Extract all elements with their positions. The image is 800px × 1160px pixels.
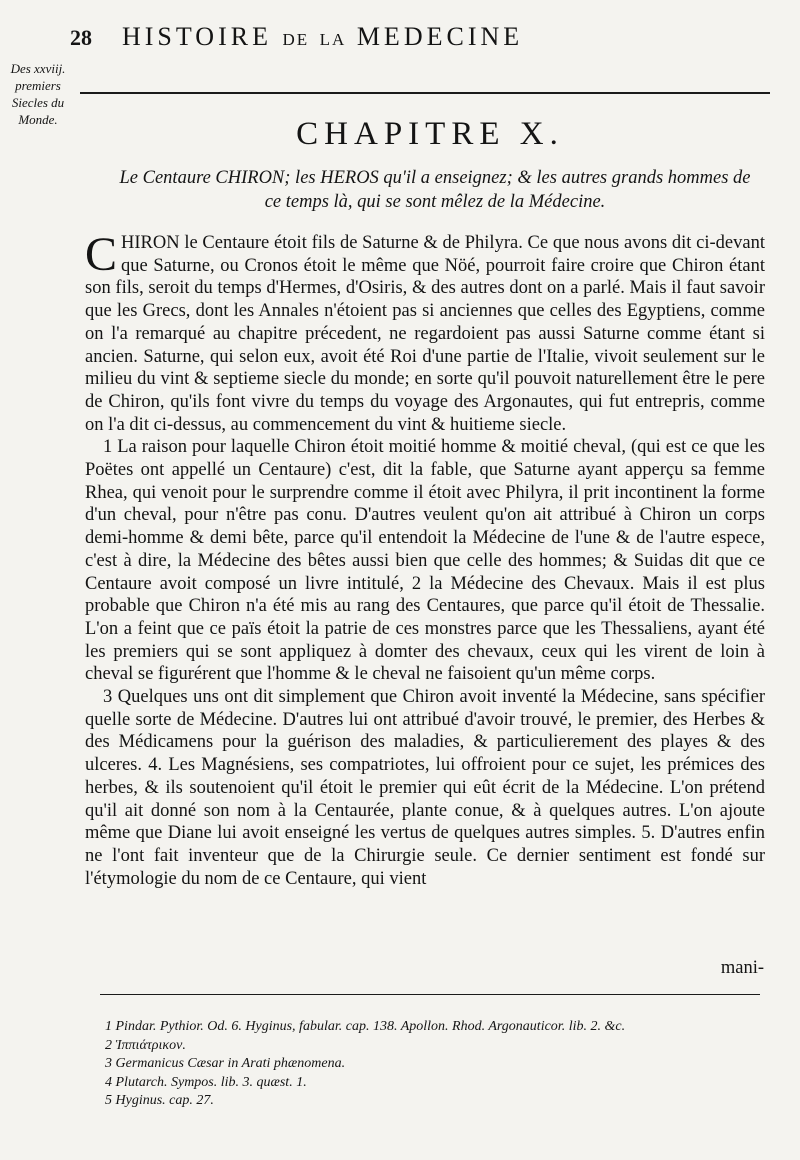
page-number: 28 [70, 25, 92, 50]
running-title-de: DE [282, 30, 310, 49]
footnotes [105, 1018, 775, 1111]
footnote: 2 Ἱππιάτρικον. [105, 1037, 186, 1053]
margin-note: Des xxviij. premiers Siecles du Monde. [10, 61, 66, 127]
paragraph-text: 1 La raison pour laquelle Chiron étoit moitié homme & moitié cheval, (qui est ce que les Poëtes ont appellé un Centaure) c'est, dit la fable, que Saturne ayant apperçu sa femme Rhea, qui venoit pour le surprendre comme il étoit avec Philyra, il prit incontinent la forme d'un cheval, pour n'être pas conu. D'autres veulent qu'on ait attribué à Chiron un corps demi-homme & demi bête, parce qu'il entendoit la Médecine de l'une & de l'autre espece, c'est à dire, la Médecine des bêtes aussi bien que celle des hommes; & Suidas dit que ce Centaure avoit composé un livre intitulé, 2 la Médecine des Chevaux. Mais il est plus probable que Chiron n'a été mis au rang des Centaures, que parce qu'il étoit de Thessalie. L'on a feint que ce païs étoit la patrie de ces monstres parce que les Thessaliens, ayant été les premiers qui se sont appliquez à domter des chevaux, ceux qui les virent de loin à cheval se figurérent que l'homme & le cheval ne faisoient qu'un même corps. [85, 437, 765, 685]
footnote-rule [100, 994, 760, 995]
footnote: 5 Hyginus. cap. 27. [105, 1093, 214, 1108]
footnote: 1 Pindar. Pythior. Od. 6. Hyginus, fabular. cap. 138. Apollon. Rhod. Argonauticor. lib. 2. &c. [105, 1019, 626, 1034]
drop-cap: C [85, 228, 118, 281]
footnote: 4 Plutarch. Sympos. lib. 3. quæst. 1. [105, 1074, 307, 1090]
paragraph [85, 228, 765, 436]
header-rule [80, 92, 770, 94]
running-title [122, 22, 523, 52]
body-text [85, 228, 765, 890]
paragraph-text: HIRON le Centaure étoit fils de Saturne & de Philyra. Ce que nous avons dit ci-devant que Saturne, ou Cronos étoit le même que Nöé, pourroit faire croire que Chiron étant son fils, seroit du temps d'Hermes, d'Osiris, & des autres dont on a parlé. Mais il faut savoir que les Grecs, dont les Annales n'étoient pas si anciennes que celles des Egyptiens, comme on l'a remarqué au chapitre précedent, ne regardoient pas aussi Saturne comme étant si ancien. Saturne, qui selon eux, avoit été Roi d'une partie de l'Italie, vivoit seulement sur le milieu du vint & septieme siecle du monde; en sorte qu'il pouvoit naturellement être le pere de Chiron, qu'ils font vivre du temps du voyage des Argonautes, qui fut entrepris, comme on l'a dit ci-dessus, au commencement du vint & huitieme siecle. [85, 233, 765, 435]
running-title-la: LA [319, 30, 347, 49]
running-header [70, 22, 690, 58]
paragraph [85, 436, 765, 686]
chapter-title: CHAPITRE X. [296, 116, 564, 152]
catchword: mani- [720, 958, 764, 978]
paragraph-text: 3 Quelques uns ont dit simplement que Chiron avoit inventé la Médecine, sans spécifier quelle sorte de Médecine. D'autres lui ont attribué d'avoir trouvé, le premier, des Herbes & des Médicamens pour la guérison des maladies, & particulierement des playes & des ulceres. 4. Les Magnésiens, ses compatriotes, lui offroient pour ce sujet, les prémices des herbes, & ils soutenoient qu'il étoit le premier qui eût écrit de la Médecine. L'on prétend qu'il ait donné son nom à la Centaurée, plante conue, & à quelques autres. L'on ajoute même que Diane lui avoit enseigné les vertus de quelques autres simples. 5. D'autres enfin ne l'ont fait inventeur que de la Chirurgie seule. Ce dernier sentiment est fondé sur l'étymologie du nom de ce Centaure, qui vient [85, 687, 765, 889]
paragraph [85, 686, 765, 890]
chapter-subtitle: Le Centaure CHIRON; les HEROS qu'il a enseignez; & les autres grands hommes de ce temps là, qui se sont mêlez de la Médecine. [119, 168, 751, 212]
footnote: 3 Germanicus Cæsar in Arati phænomena. [105, 1056, 346, 1071]
running-title-word-1: HISTOIRE [122, 22, 272, 51]
running-title-word-2: MEDECINE [356, 22, 524, 51]
